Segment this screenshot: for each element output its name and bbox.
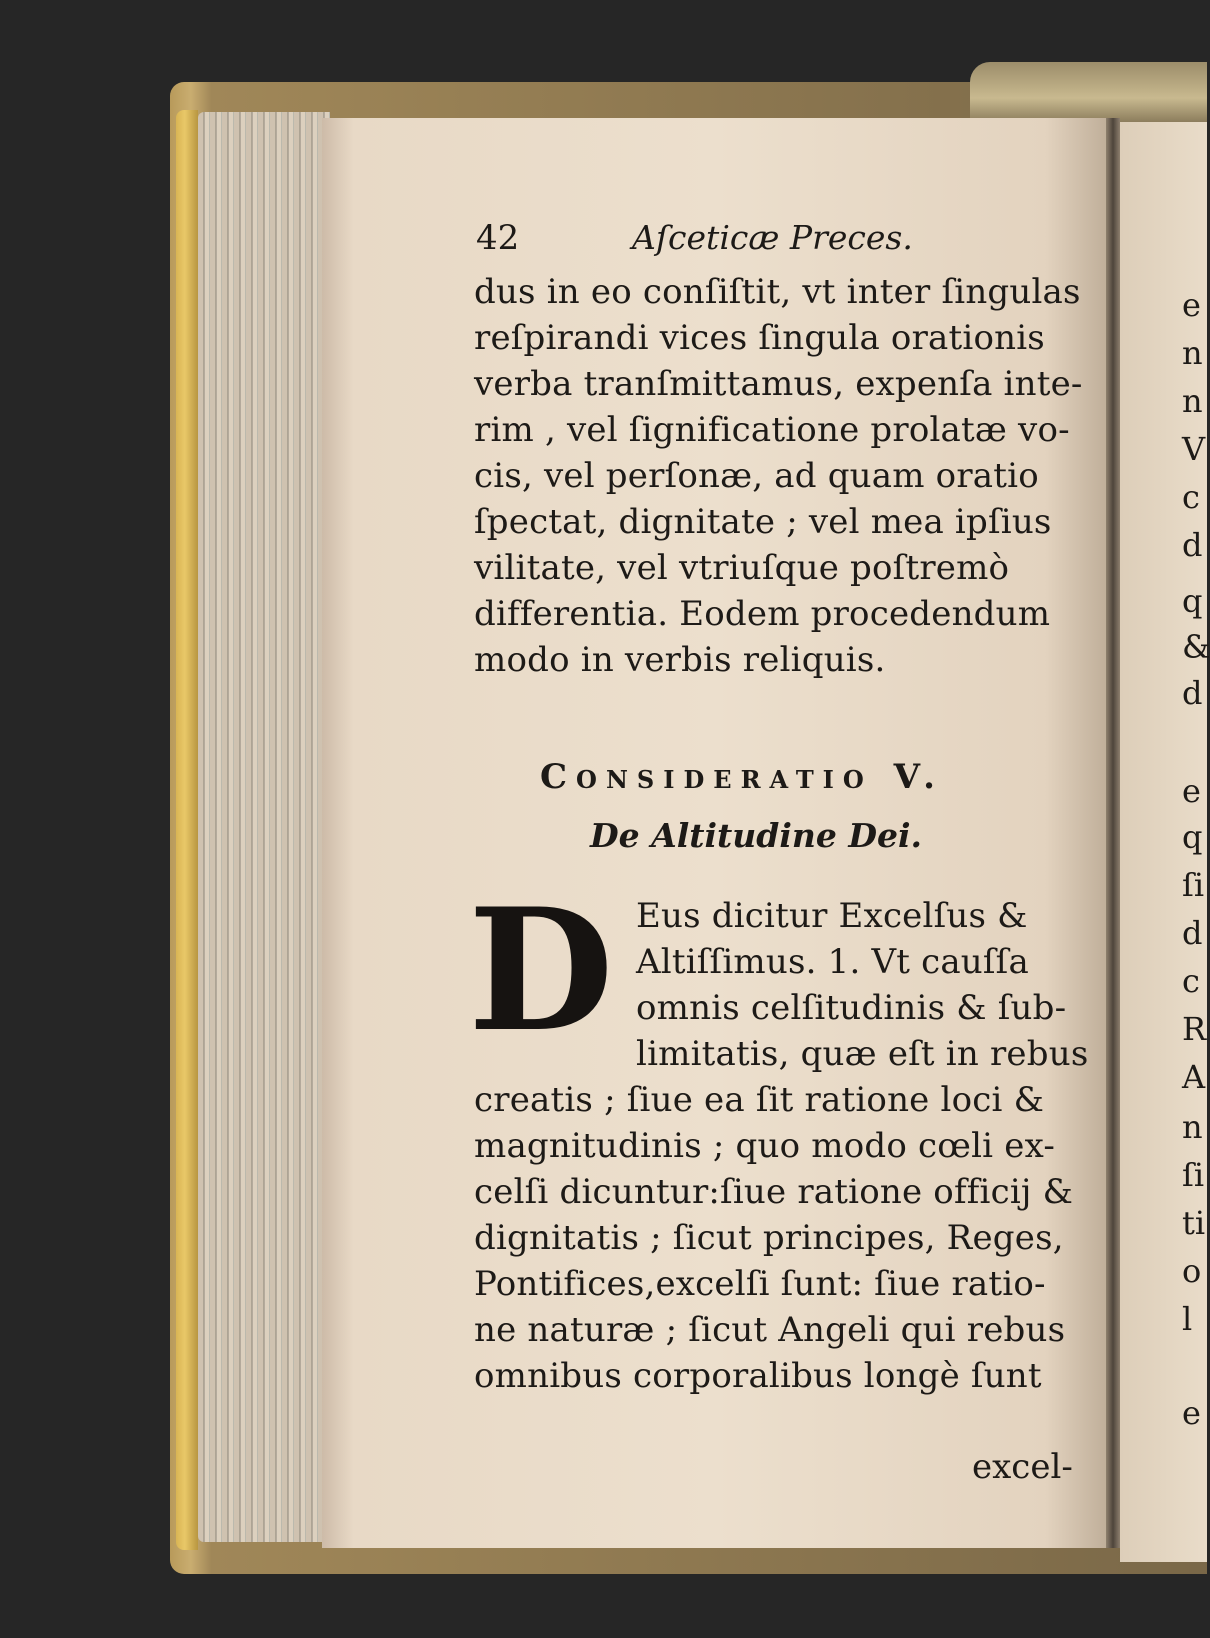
text-line: Pontifices,excelſi ſunt: ſiue ratio- [474,1264,1046,1304]
facing-page-letter: A [1182,1058,1206,1096]
text-line: Eus dicitur Excelſus & [636,896,1028,936]
text-line: ſpectat, dignitate ; vel mea ipſius [474,502,1052,542]
text-line: differentia. Eodem procedendum [474,594,1051,634]
text-line: limitatis, quæ eſt in rebus [636,1034,1089,1074]
book-spine-top [970,62,1207,122]
facing-page-letter: e [1182,286,1201,324]
gilded-edge [176,110,198,1550]
text-line: dignitatis ; ſicut principes, Reges, [474,1218,1064,1258]
text-line: rim , vel ſignificatione prolatæ vo- [474,410,1070,450]
text-line: dus in eo conſiſtit, vt inter ſingulas [474,272,1081,312]
facing-page-letter: ſi [1182,1156,1205,1194]
facing-page-letter: ſi [1182,866,1205,904]
text-line: omnis celſitudinis & ſub- [636,988,1067,1028]
facing-page-letter: d [1182,914,1203,952]
text-line: modo in verbis reliquis. [474,640,886,680]
facing-page-letter: l [1182,1300,1193,1338]
text-line: magnitudinis ; quo modo cœli ex- [474,1126,1056,1166]
book-gutter [1106,118,1120,1548]
section-heading: Consideratio V. [540,757,944,797]
text-line: creatis ; ſiue ea ſit ratione loci & [474,1080,1045,1120]
facing-page-letter: q [1182,582,1203,620]
section-subheading: De Altitudine Dei. [590,816,922,855]
facing-page-letter: & [1182,628,1210,666]
running-title: Aſceticæ Preces. [632,218,913,257]
catchword: excel- [972,1447,1073,1487]
text-line: verba tranſmittamus, expenſa inte- [474,364,1083,404]
text-line: omnibus corporalibus longè ſunt [474,1356,1042,1396]
facing-page-letter: e [1182,1394,1201,1432]
facing-page-letter: V [1182,430,1206,468]
text-line: celſi dicuntur:ſiue ratione officij & [474,1172,1074,1212]
text-line: ne naturæ ; ſicut Angeli qui rebus [474,1310,1066,1350]
facing-page-letter: c [1182,478,1200,516]
drop-cap: D [468,871,614,1069]
text-line: vilitate, vel vtriuſque poſtremò [474,548,1010,588]
facing-page-letter: c [1182,962,1200,1000]
text-line: Altiſſimus. 1. Vt cauſſa [636,942,1029,982]
facing-page-letter: n [1182,1108,1203,1146]
facing-page-letter: d [1182,526,1203,564]
text-line: cis, vel perſonæ, ad quam oratio [474,456,1039,496]
facing-page-letter: q [1182,818,1203,856]
page-stack [198,112,330,1542]
facing-page-letter: d [1182,674,1203,712]
facing-page-letter: n [1182,334,1203,372]
facing-page-letter: R [1182,1010,1207,1048]
facing-page-letter: n [1182,382,1203,420]
text-line: reſpirandi vices ſingula orationis [474,318,1045,358]
facing-page-letter: o [1182,1252,1202,1290]
facing-page-letter: e [1182,772,1201,810]
facing-page-letter: ti [1182,1204,1206,1242]
page-number: 42 [476,218,520,258]
